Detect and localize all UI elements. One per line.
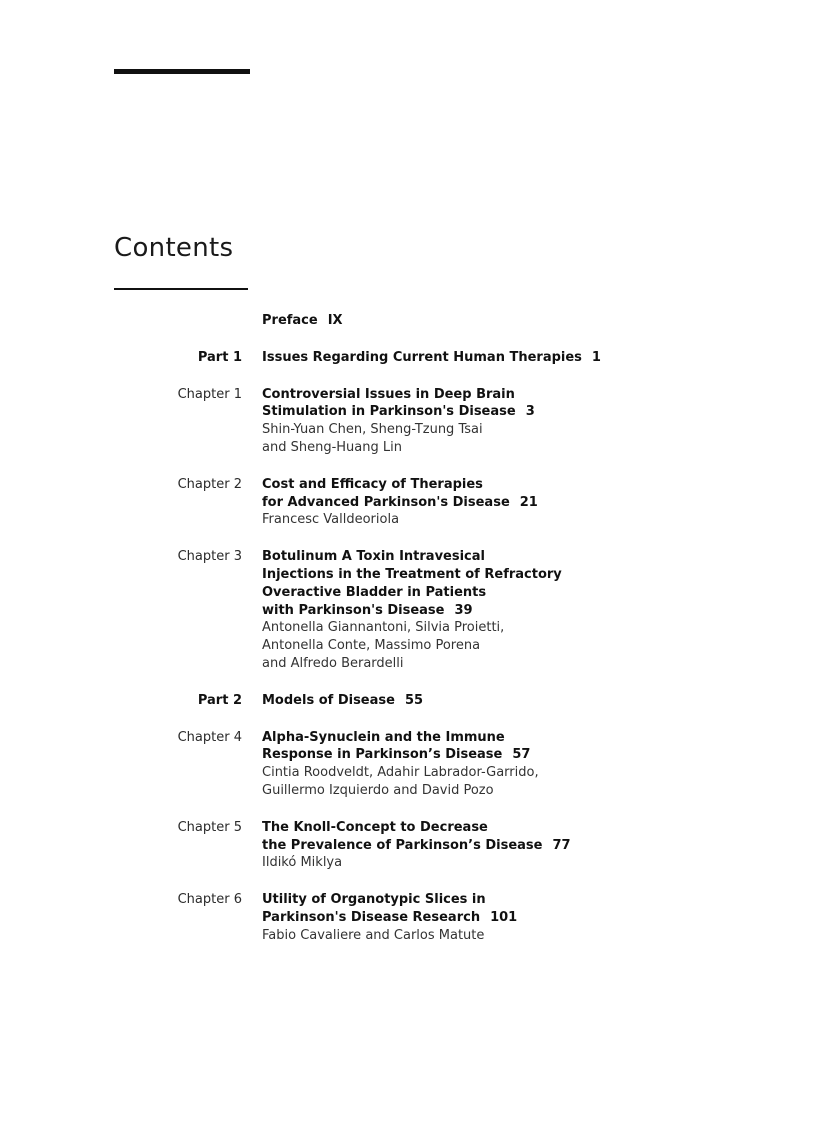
entry-page-number: 1 — [591, 349, 601, 365]
entry-label: Chapter 6 — [177, 892, 242, 908]
toc-entry-preface[interactable] — [0, 312, 816, 330]
toc-list — [0, 312, 816, 964]
entry-authors: Antonella Giannantoni, Silvia Proietti, Antonella Conte, Massimo Porena and Alfredo Berardelli — [262, 620, 505, 671]
entry-page-number: 55 — [404, 692, 424, 708]
entry-page-number: IX — [327, 313, 343, 328]
heading-rule — [114, 288, 248, 290]
entry-page-number: 101 — [490, 909, 518, 925]
toc-entry-part-1[interactable] — [0, 349, 816, 367]
entry-title: Models of Disease — [262, 692, 395, 708]
toc-entry-chapter-4[interactable] — [0, 729, 816, 800]
entry-authors: Ildikó Miklya — [262, 855, 343, 871]
entry-label: Part 2 — [197, 692, 242, 708]
entry-label: Chapter 1 — [177, 386, 242, 402]
entry-title: Preface — [262, 313, 318, 328]
entry-page-number: 77 — [552, 837, 571, 853]
entry-authors: Shin-Yuan Chen, Sheng-Tzung Tsai and Sheng-Huang Lin — [262, 422, 483, 455]
toc-entry-part-2[interactable] — [0, 692, 816, 710]
entry-page-number: 21 — [519, 494, 538, 510]
toc-entry-chapter-1[interactable] — [0, 386, 816, 457]
toc-entry-chapter-2[interactable] — [0, 476, 816, 529]
toc-entry-chapter-6[interactable] — [0, 891, 816, 944]
entry-label: Chapter 5 — [177, 819, 242, 835]
entry-page-number: 57 — [512, 747, 531, 763]
page-title: Contents — [114, 233, 234, 263]
entry-title: Controversial Issues in Deep Brain Stimulation in Parkinson's Disease — [262, 386, 516, 420]
top-rule — [114, 69, 250, 74]
entry-title: Issues Regarding Current Human Therapies — [262, 349, 582, 365]
entry-title: Cost and Efficacy of Therapies for Advanced Parkinson's Disease — [262, 476, 510, 510]
entry-label: Chapter 3 — [177, 549, 242, 565]
entry-page-number: 3 — [525, 404, 535, 420]
entry-authors: Fabio Cavaliere and Carlos Matute — [262, 927, 485, 943]
entry-label: Chapter 2 — [177, 476, 242, 492]
toc-entry-chapter-3[interactable] — [0, 548, 816, 673]
entry-title: The Knoll-Concept to Decrease the Prevalence of Parkinson’s Disease — [262, 819, 543, 853]
toc-entry-chapter-5[interactable] — [0, 819, 816, 872]
entry-page-number: 39 — [454, 602, 473, 618]
entry-label: Chapter 4 — [177, 729, 242, 745]
entry-title: Utility of Organotypic Slices in Parkinson's Disease Research — [262, 892, 486, 925]
entry-label: Part 1 — [197, 349, 242, 365]
entry-authors: Cintia Roodveldt, Adahir Labrador-Garrido, Guillermo Izquierdo and David Pozo — [262, 765, 539, 798]
entry-authors: Francesc Valldeoriola — [262, 512, 400, 528]
entry-title: Botulinum A Toxin Intravesical Injections in the Treatment of Refractory Overactive Bladder in Patients with Parkinson's Disease — [262, 549, 562, 618]
entry-title: Alpha-Synuclein and the Immune Response in Parkinson’s Disease — [262, 729, 505, 763]
